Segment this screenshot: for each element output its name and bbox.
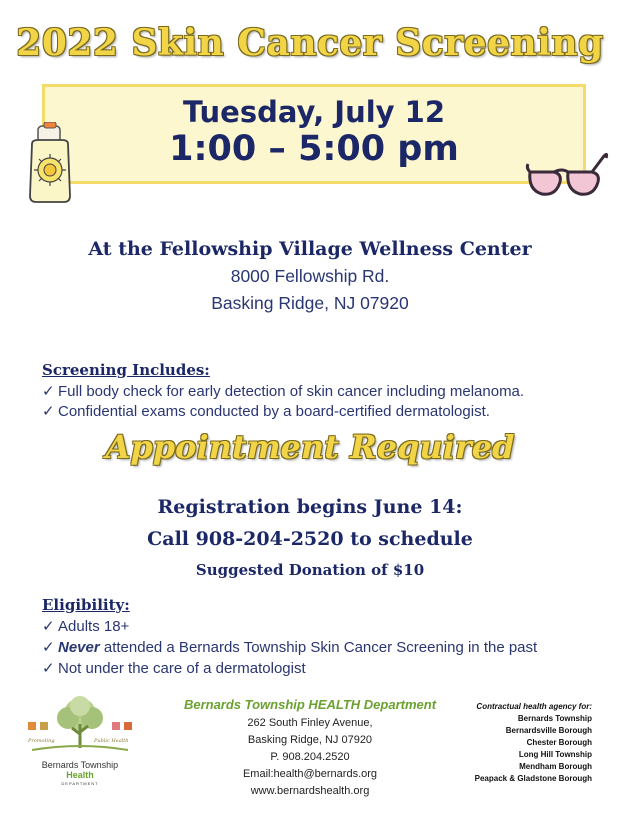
contractual-item: Mendham Borough <box>519 762 592 771</box>
logo-health: Health <box>66 770 94 780</box>
sunglasses-icon <box>524 150 610 200</box>
logo-tagline-right: Public Health <box>94 738 129 744</box>
check-icon: ✓ <box>42 639 55 656</box>
screening-item-text: Confidential exams conducted by a board-certified dermatologist. <box>58 403 490 420</box>
contractual-item: Long Hill Township <box>518 750 592 759</box>
logo-tagline-left: Promoting <box>28 738 55 744</box>
screening-heading: Screening Includes: <box>42 361 210 379</box>
date-box <box>42 84 586 184</box>
footer-website[interactable]: www.bernardshealth.org <box>250 785 370 797</box>
tree-logo-icon <box>28 694 132 754</box>
footer-address2: Basking Ridge, NJ 07920 <box>247 734 373 746</box>
contractual-item: Chester Borough <box>526 738 592 747</box>
eligibility-item-text: attended a Bernards Township Skin Cancer Screening in the past <box>99 639 538 656</box>
logo-department: DEPARTMENT <box>61 781 99 786</box>
footer-address1: 262 South Finley Avenue, <box>247 717 373 729</box>
footer-phone: P. 908.204.2520 <box>270 751 350 763</box>
event-time: 1:00 – 5:00 pm <box>169 129 459 169</box>
department-name: Bernards Township HEALTH Department <box>183 697 437 712</box>
eligibility-heading: Eligibility: <box>42 596 130 614</box>
suggested-donation: Suggested Donation of $10 <box>195 561 425 579</box>
sunscreen-bottle-icon <box>24 122 78 204</box>
check-icon: ✓ <box>42 383 55 400</box>
footer-email[interactable]: Email:health@bernards.org <box>242 768 378 780</box>
logo-name: Bernards Township <box>41 760 119 770</box>
eligibility-item <box>42 638 537 656</box>
contractual-item: Bernardsville Borough <box>505 726 592 735</box>
eligibility-item <box>42 617 129 635</box>
contractual-item: Bernards Township <box>517 714 592 723</box>
eligibility-item-text: Adults 18+ <box>58 618 130 635</box>
venue-name: At the Fellowship Village Wellness Center <box>88 238 532 260</box>
registration-date: Registration begins June 14: <box>157 496 463 518</box>
eligibility-emphasis: Never <box>58 639 100 656</box>
venue-city: Basking Ridge, NJ 07920 <box>211 293 409 313</box>
contractual-heading: Contractual health agency for: <box>476 702 592 711</box>
appointment-required: Appointment Required <box>105 428 515 466</box>
venue-street: 8000 Fellowship Rd. <box>230 266 390 286</box>
event-date: Tuesday, July 12 <box>182 95 446 129</box>
page-title: 2022 Skin Cancer Screening <box>16 22 604 64</box>
check-icon: ✓ <box>42 403 55 420</box>
screening-item-text: Full body check for early detection of skin cancer including melanoma. <box>58 383 525 400</box>
check-icon: ✓ <box>42 660 55 677</box>
contractual-item: Peapack & Gladstone Borough <box>474 774 592 783</box>
screening-item <box>42 382 524 400</box>
registration-phone: Call 908-204-2520 to schedule <box>147 528 473 550</box>
eligibility-item <box>42 659 306 677</box>
eligibility-item-text: Not under the care of a dermatologist <box>58 660 306 677</box>
check-icon: ✓ <box>42 618 55 635</box>
screening-item <box>42 402 490 420</box>
